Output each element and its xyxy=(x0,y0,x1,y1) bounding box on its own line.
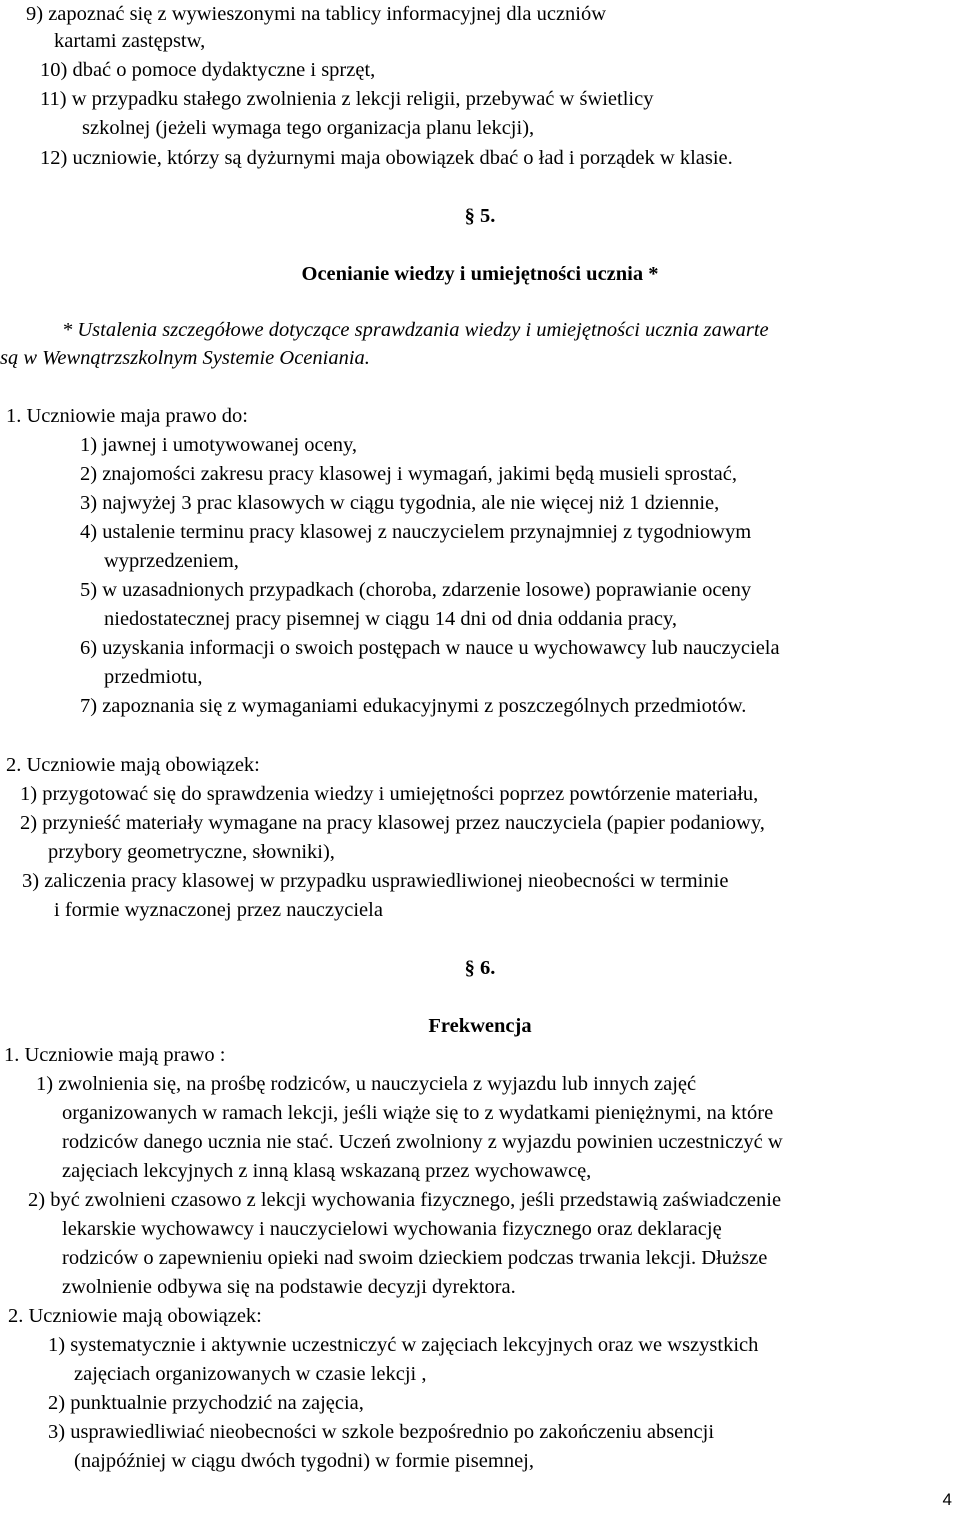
section-6-rights-heading: 1. Uczniowie mają prawo : xyxy=(4,1044,226,1066)
list-item-11-cont: szkolnej (jeżeli wymaga tego organizacja planu lekcji), xyxy=(82,117,535,139)
list-item: 2) punktualnie przychodzić na zajęcia, xyxy=(48,1392,364,1414)
section-5-number: § 5. xyxy=(464,205,496,227)
list-item-11: 11) w przypadku stałego zwolnienia z lekcji religii, przebywać w świetlicy xyxy=(40,88,654,110)
section-5-duties-heading: 2. Uczniowie mają obowiązek: xyxy=(6,754,260,776)
list-item-cont: zajęciach lekcyjnych z inną klasą wskazaną przez wychowawcę, xyxy=(62,1160,592,1182)
list-item-cont: rodziców danego ucznia nie stać. Uczeń zwolniony z wyjazdu powinien uczestniczyć w xyxy=(62,1131,783,1153)
page-number: 4 xyxy=(942,1490,952,1509)
list-item: 3) zaliczenia pracy klasowej w przypadku usprawiedliwionej nieobecności w terminie xyxy=(22,870,729,892)
list-item-cont: organizowanych w ramach lekcji, jeśli wiąże się to z wydatkami pieniężnymi, na które xyxy=(62,1102,774,1124)
list-item-cont: niedostatecznej pracy pisemnej w ciągu 14 dni od dnia oddania pracy, xyxy=(104,608,678,630)
list-item-12: 12) uczniowie, którzy są dyżurnymi maja obowiązek dbać o ład i porządek w klasie. xyxy=(40,147,733,169)
list-item: 1) zwolnienia się, na prośbę rodziców, u nauczyciela z wyjazdu lub innych zajęć xyxy=(36,1073,697,1095)
list-item-cont: wyprzedzeniem, xyxy=(104,550,239,572)
list-item: 2) znajomości zakresu pracy klasowej i wymagań, jakimi będą musieli sprostać, xyxy=(80,463,737,485)
section-6-duties-heading: 2. Uczniowie mają obowiązek: xyxy=(8,1305,262,1327)
list-item: 2) przynieść materiały wymagane na pracy klasowej przez nauczyciela (papier podaniowy, xyxy=(20,812,765,834)
list-item: 5) w uzasadnionych przypadkach (choroba, zdarzenie losowe) poprawianie oceny xyxy=(80,579,752,601)
list-item-cont: przybory geometryczne, słowniki), xyxy=(48,841,335,863)
section-5-note-cont: są w Wewnątrzszkolnym Systemie Oceniania. xyxy=(0,347,370,369)
section-5-note: * Ustalenia szczegółowe dotyczące sprawdzania wiedzy i umiejętności ucznia zawarte xyxy=(62,319,769,341)
list-item: 4) ustalenie terminu pracy klasowej z nauczycielem przynajmniej z tygodniowym xyxy=(80,521,752,543)
list-item-cont: rodziców o zapewnieniu opieki nad swoim dzieckiem podczas trwania lekcji. Dłuższe xyxy=(62,1247,768,1269)
list-item-10: 10) dbać o pomoce dydaktyczne i sprzęt, xyxy=(40,59,376,81)
list-item: 6) uzyskania informacji o swoich postępach w nauce u wychowawcy lub nauczyciela xyxy=(80,637,780,659)
list-item-cont: i formie wyznaczonej przez nauczyciela xyxy=(54,899,383,921)
section-5-rights-heading: 1. Uczniowie maja prawo do: xyxy=(6,405,248,427)
list-item: 3) najwyżej 3 prac klasowych w ciągu tygodnia, ale nie więcej niż 1 dziennie, xyxy=(80,492,720,514)
list-item: 1) jawnej i umotywowanej oceny, xyxy=(80,434,358,456)
list-item-cont: zwolnienie odbywa się na podstawie decyzji dyrektora. xyxy=(62,1276,516,1298)
list-item-cont: zajęciach organizowanych w czasie lekcji , xyxy=(74,1363,427,1385)
list-item-cont: (najpóźniej w ciągu dwóch tygodni) w formie pisemnej, xyxy=(74,1450,534,1472)
section-6-number: § 6. xyxy=(464,957,496,979)
list-item: 3) usprawiedliwiać nieobecności w szkole bezpośrednio po zakończeniu absencji xyxy=(48,1421,715,1443)
section-5-title: Ocenianie wiedzy i umiejętności ucznia * xyxy=(301,263,659,285)
list-item-9-cont: kartami zastępstw, xyxy=(54,30,206,52)
section-6-title: Frekwencja xyxy=(428,1015,532,1037)
list-item: 2) być zwolnieni czasowo z lekcji wychowania fizycznego, jeśli przedstawią zaświadczenie xyxy=(28,1189,782,1211)
list-item-9: 9) zapoznać się z wywieszonymi na tablicy informacyjnej dla uczniów xyxy=(26,3,607,25)
list-item: 1) systematycznie i aktywnie uczestniczyć w zajęciach lekcyjnych oraz we wszystkich xyxy=(48,1334,759,1356)
list-item-cont: lekarskie wychowawcy i nauczycielowi wychowania fizycznego oraz deklarację xyxy=(62,1218,722,1240)
list-item: 1) przygotować się do sprawdzenia wiedzy i umiejętności poprzez powtórzenie materiału, xyxy=(20,783,759,805)
list-item: 7) zapoznania się z wymaganiami edukacyjnymi z poszczególnych przedmiotów. xyxy=(80,695,747,717)
list-item-cont: przedmiotu, xyxy=(104,666,203,688)
